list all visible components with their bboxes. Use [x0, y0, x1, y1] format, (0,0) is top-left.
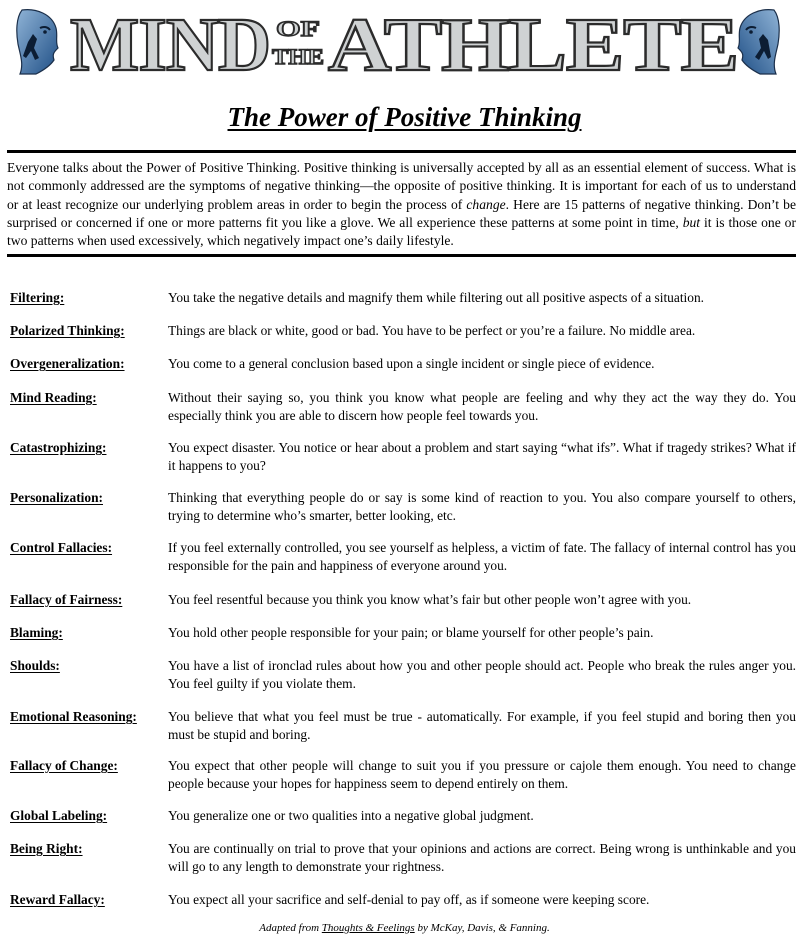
source-citation: Adapted from Thoughts & Feelings by McKay, Davis, & Fanning.	[259, 922, 550, 934]
pattern-description: You expect disaster. You notice or hear about a problem and start saying “what ifs”. What if tragedy strikes? What if it happens to you?	[168, 440, 796, 473]
pattern-description: You are continually on trial to prove that your opinions and actions are correct. Being wrong is unthinkable and you will go to any length to demonstrate your rightness.	[168, 841, 796, 874]
logo-word-the: THE	[272, 44, 324, 69]
pattern-description: Things are black or white, good or bad. You have to be perfect or you’re a failure. No middle area.	[168, 323, 696, 338]
pattern-term: Filtering:	[10, 290, 65, 305]
pattern-description: If you feel externally controlled, you see yourself as helpless, a victim of fate. The fallacy of internal control has you responsible for the pain and happiness of everyone around you.	[168, 540, 796, 573]
athlete-face-logo-icon	[14, 8, 64, 76]
book-title: Thoughts & Feelings	[321, 922, 415, 934]
pattern-term: Personalization:	[10, 490, 103, 505]
pattern-description: Thinking that everything people do or say is some kind of reaction to you. You also compare yourself to others, trying to determine who’s smarter, better looking, etc.	[168, 490, 796, 523]
logo-word-mind: MIND	[70, 8, 270, 74]
pattern-term: Fallacy of Change:	[10, 758, 118, 773]
pattern-term: Shoulds:	[10, 658, 60, 673]
pattern-term: Fallacy of Fairness:	[10, 592, 123, 607]
pattern-term: Mind Reading:	[10, 390, 97, 405]
header	[0, 0, 809, 82]
pattern-description: You generalize one or two qualities into a negative global judgment.	[168, 808, 534, 823]
pattern-term: Polarized Thinking:	[10, 323, 125, 338]
mind-of-the-athlete-logo	[70, 8, 740, 74]
pattern-term: Reward Fallacy:	[10, 892, 105, 907]
pattern-term: Overgeneralization:	[10, 356, 125, 371]
pattern-description: You come to a general conclusion based upon a single incident or single piece of evidence.	[168, 356, 655, 371]
pattern-description: Without their saying so, you think you know what people are feeling and why they act the way they do. You especially think you are able to discern how people feel towards you.	[168, 390, 796, 423]
pattern-term: Global Labeling:	[10, 808, 108, 823]
page-title: The Power of Positive Thinking	[227, 102, 582, 132]
pattern-description: You hold other people responsible for your pain; or blame yourself for other people’s pain.	[168, 625, 654, 640]
pattern-term: Being Right:	[10, 841, 83, 856]
intro-paragraph: Everyone talks about the Power of Positive Thinking. Positive thinking is universally accepted by all as an essential element of success. What is not commonly addressed are the symptoms of negative thinking—the opposite of positive thinking. It is important for each of us to understand or at least recognize our underlying problem areas in order to begin the process of change. Here are 15 patterns of negative thinking. Don’t be surprised or concerned if one or more patterns fit you like a glove. We all experience these patterns at some point in time, but it is those one or two patterns when used excessively, which negatively impact one’s daily lifestyle.	[7, 150, 796, 257]
logo-word-of: OF	[276, 16, 320, 41]
pattern-description: You expect all your sacrifice and self-denial to pay off, as if someone were keeping score.	[168, 892, 650, 907]
pattern-term: Blaming:	[10, 625, 63, 640]
pattern-description: You believe that what you feel must be true - automatically. For example, if you feel stupid and boring then you must be stupid and boring.	[168, 709, 796, 742]
pattern-description: You take the negative details and magnify them while filtering out all positive aspects of a situation.	[168, 290, 705, 305]
pattern-term: Emotional Reasoning:	[10, 709, 137, 724]
athlete-face-logo-icon	[732, 8, 782, 76]
pattern-term: Catastrophizing:	[10, 440, 107, 455]
pattern-description: You expect that other people will change to suit you if you pressure or cajole them enough. You need to change people because your hopes for happiness seem to depend entirely on them.	[168, 758, 796, 791]
pattern-description: You have a list of ironclad rules about how you and other people should act. People who break the rules anger you. You feel guilty if you violate them.	[168, 658, 796, 691]
pattern-term: Control Fallacies:	[10, 540, 113, 555]
pattern-description: You feel resentful because you think you know what’s fair but other people won’t agree with you.	[168, 592, 692, 607]
logo-word-athlete: ATHLETE	[328, 8, 738, 74]
